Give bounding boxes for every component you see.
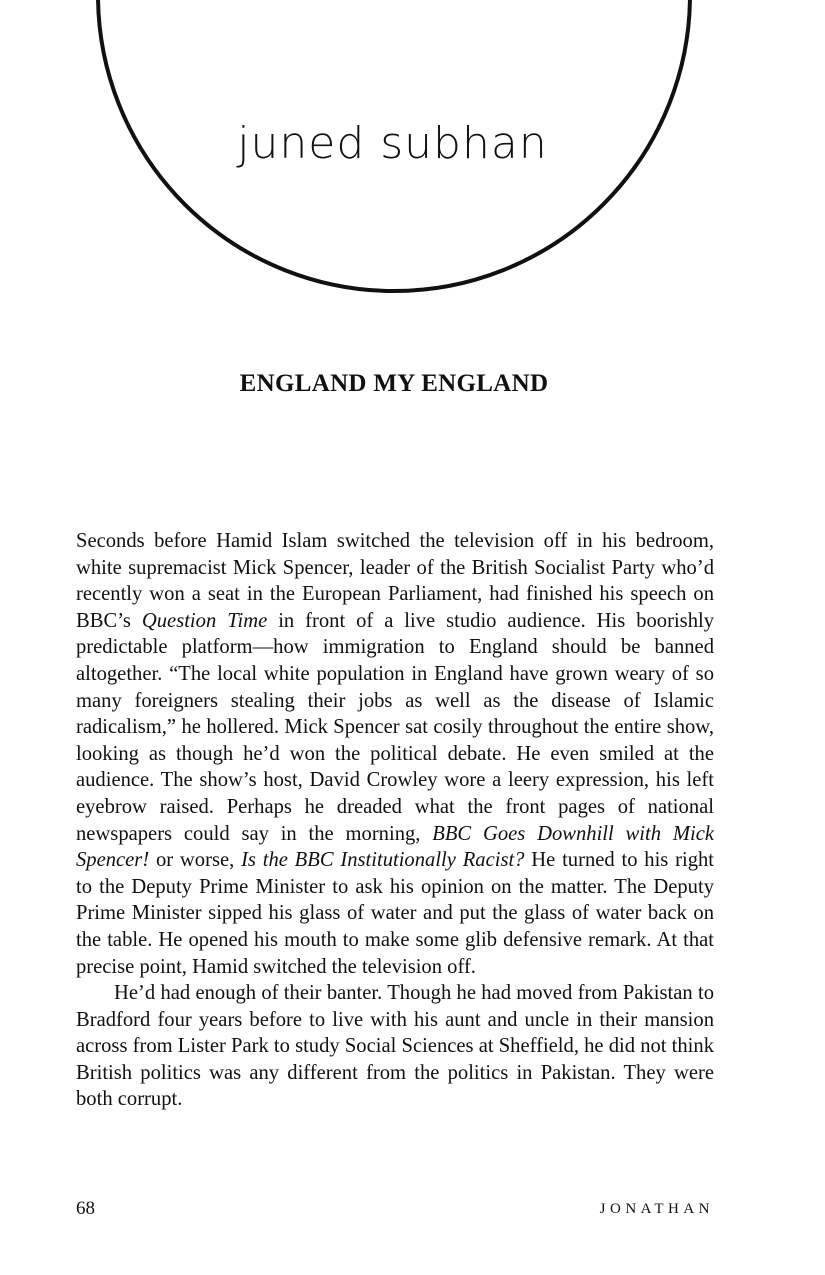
italic-run-show-title: Question Time xyxy=(141,609,268,632)
running-footer-publication: JONATHAN xyxy=(599,1201,714,1217)
text-run: He’d had enough of their banter. Though he had moved from Pakistan to Bradford four years before to live with his aunt and uncle in their mansion across from Lister Park to study Social Sciences at Sheffield, he did not think British politics was any different from the politics in Pakistan. They were both corrupt. xyxy=(76,982,714,1111)
text-run: Seconds before Hamid Islam switched the television off in his bedroom, white supremacist Mick Spencer, leader of the British Socialist Party who’d recently won a seat in the European Parliament, had finished his speech on BBC’s xyxy=(76,530,714,632)
paragraph-1 xyxy=(76,528,714,980)
italic-run-headline: Is the BBC Institutionally Racist? xyxy=(241,849,525,872)
text-run: He turned to his right to the Deputy Prime Minister to ask his opinion on the matter. The Deputy Prime Minister sipped his glass of water and put the glass of water back on the table. He opened his mouth to make some glib defensive remark. At that precise point, Hamid switched the television off. xyxy=(76,849,715,978)
text-run: in front of a live studio audience. His boorishly predictable platform—how immigration to England should be banned altogether. “The local white population in England have grown weary of so many foreigners stealing their jobs as well as the disease of Islamic radicalism,” he hollered. Mick Spencer sat cosily throughout the entire show, looking as though he’d won the political debate. He even smiled at the audience. The show’s host, David Crowley wore a leery expression, his left eyebrow raised. Perhaps he dreaded what the front pages of national newspapers could say in the morning, xyxy=(76,609,715,845)
paragraph-2 xyxy=(76,980,714,1113)
page-number: 68 xyxy=(76,1198,95,1219)
story-body xyxy=(76,528,714,1113)
author-name: juned subhan xyxy=(237,118,548,169)
story-title: ENGLAND MY ENGLAND xyxy=(239,370,549,397)
text-run: or worse, xyxy=(149,849,242,872)
italic-run-headline: BBC Goes Downhill with Mick Spencer! xyxy=(76,822,715,872)
